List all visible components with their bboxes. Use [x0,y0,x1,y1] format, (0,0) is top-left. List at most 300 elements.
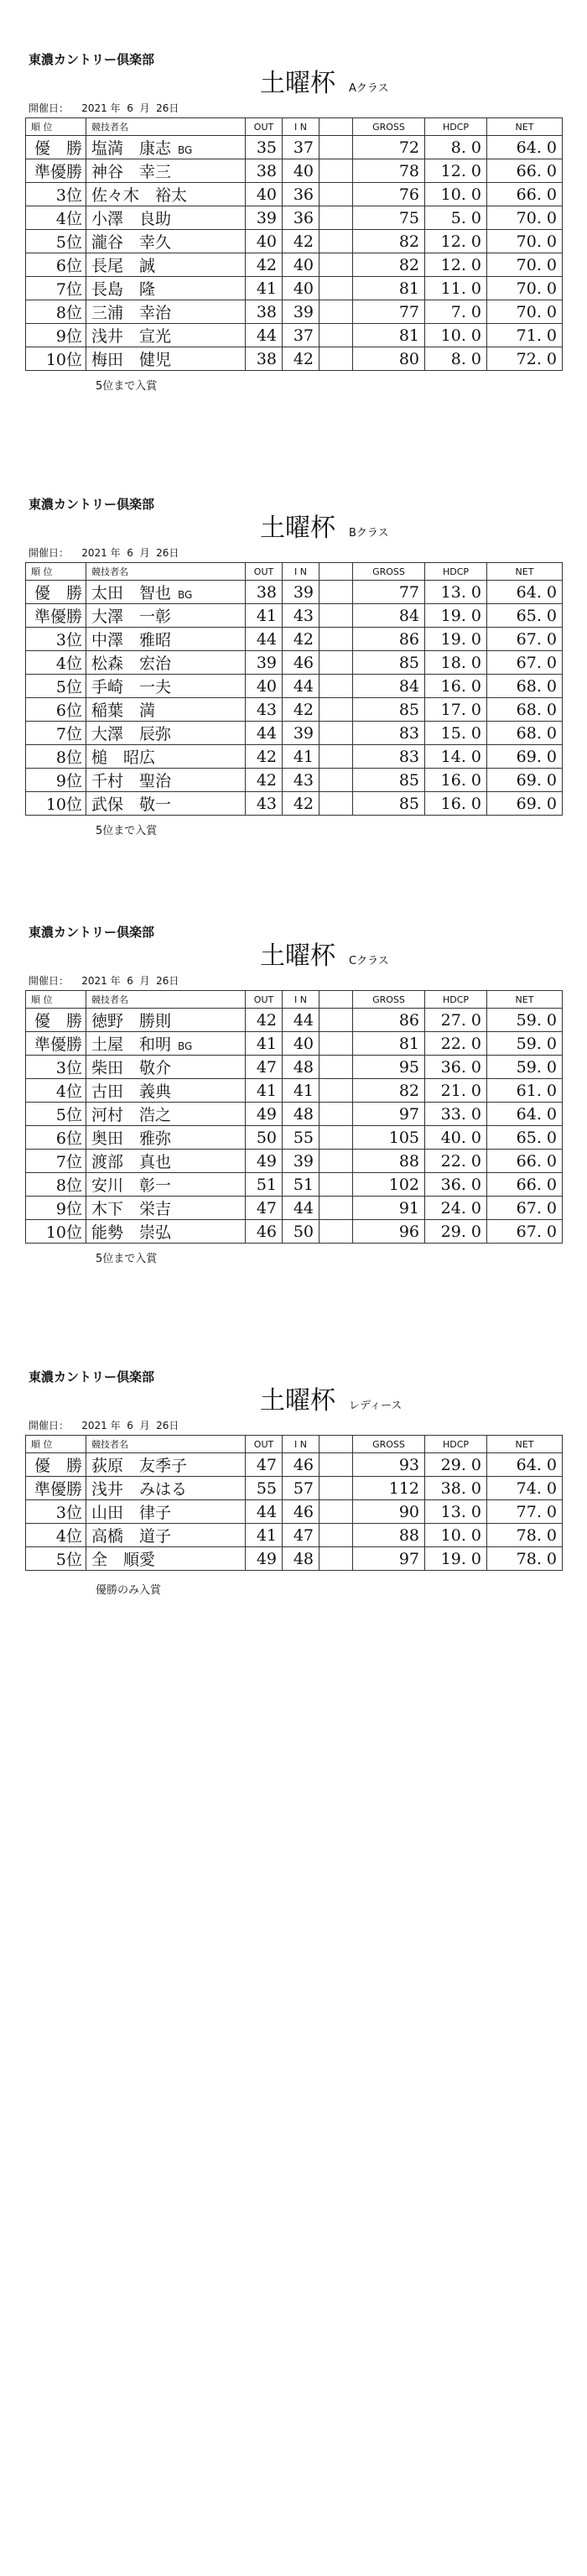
name-cell [86,1524,246,1547]
gross-cell: 102 [353,1173,425,1197]
rank-cell: 優 勝 [26,1009,86,1032]
rank-cell: 6位 [26,698,86,722]
competition-title: 土曜杯 [260,69,335,98]
in-cell: 48 [283,1547,319,1571]
in-cell: 48 [283,1056,319,1079]
table-row [26,1032,563,1056]
rank-header: 順 位 [26,1436,86,1453]
blank-header [319,991,353,1009]
name-cell [86,206,246,230]
player-name: 槌 昭広 [91,748,156,767]
gross-cell: 85 [353,651,425,675]
net-cell: 67. 0 [487,1220,563,1244]
event-date: 開催日： 2021 年 6 月 26日 [29,547,179,559]
out-cell: 39 [246,206,283,230]
in-header: I N [283,118,319,136]
name-cell [86,1103,246,1126]
blank-cell [319,792,353,816]
name-cell [86,324,246,347]
rank-cell: 3位 [26,1500,86,1524]
gross-cell: 105 [353,1126,425,1150]
out-cell: 47 [246,1453,283,1477]
net-cell: 78. 0 [487,1524,563,1547]
net-cell: 66. 0 [487,1173,563,1197]
in-cell: 40 [283,277,319,300]
net-cell: 64. 0 [487,1453,563,1477]
rank-cell: 7位 [26,1150,86,1173]
blank-cell [319,1056,353,1079]
blank-cell [319,1126,353,1150]
out-cell: 42 [246,745,283,769]
table-row [26,1009,563,1032]
table-header-row [26,991,563,1009]
results-table [25,117,563,371]
club-name: 東濃カントリー倶楽部 [29,925,155,940]
title-block [260,507,389,544]
gross-cell: 76 [353,183,425,206]
in-header: I N [283,1436,319,1453]
gross-cell: 112 [353,1477,425,1500]
net-cell: 68. 0 [487,698,563,722]
net-cell: 67. 0 [487,1197,563,1220]
hdcp-cell: 5. 0 [425,206,487,230]
net-cell: 64. 0 [487,581,563,604]
out-cell: 35 [246,136,283,159]
class-label: レディース [349,1400,403,1412]
name-cell [86,722,246,745]
in-cell: 37 [283,324,319,347]
prize-note: 5位まで入賞 [96,1253,158,1265]
out-cell: 41 [246,277,283,300]
rank-cell: 8位 [26,1173,86,1197]
net-cell: 71. 0 [487,324,563,347]
name-header: 競技者名 [86,991,246,1009]
out-cell: 49 [246,1547,283,1571]
blank-cell [319,722,353,745]
title-block [260,1379,402,1416]
in-cell: 41 [283,1079,319,1103]
in-cell: 44 [283,1197,319,1220]
in-cell: 43 [283,769,319,792]
player-name: 能勢 崇弘 [91,1223,172,1242]
gross-cell: 88 [353,1150,425,1173]
in-cell: 47 [283,1524,319,1547]
in-cell: 36 [283,183,319,206]
name-cell [86,1547,246,1571]
hdcp-cell: 13. 0 [425,581,487,604]
blank-cell [319,206,353,230]
blank-cell [319,1547,353,1571]
hdcp-cell: 13. 0 [425,1500,487,1524]
net-cell: 68. 0 [487,675,563,698]
class-label: Bクラス [349,527,389,540]
blank-header [319,1436,353,1453]
rank-cell: 優 勝 [26,136,86,159]
club-name: 東濃カントリー倶楽部 [29,52,155,67]
out-cell: 42 [246,769,283,792]
net-cell: 72. 0 [487,347,563,371]
table-row [26,1453,563,1477]
out-header: OUT [246,1436,283,1453]
net-cell: 70. 0 [487,230,563,253]
net-cell: 70. 0 [487,300,563,324]
name-cell [86,1126,246,1150]
name-cell [86,745,246,769]
in-cell: 41 [283,745,319,769]
blank-cell [319,159,353,183]
blank-cell [319,745,353,769]
out-cell: 41 [246,604,283,628]
table-row [26,1547,563,1571]
blank-cell [319,1220,353,1244]
results-table [25,562,563,816]
out-cell: 43 [246,698,283,722]
name-cell [86,1220,246,1244]
player-name: 太田 智也 [91,584,172,602]
table-row [26,1103,563,1126]
rank-cell: 5位 [26,230,86,253]
title-block [260,62,389,99]
hdcp-cell: 36. 0 [425,1056,487,1079]
hdcp-cell: 19. 0 [425,604,487,628]
class-label: Cクラス [349,955,389,967]
table-row [26,1500,563,1524]
net-header: NET [487,118,563,136]
rank-cell: 6位 [26,1126,86,1150]
gross-cell: 82 [353,230,425,253]
name-cell [86,651,246,675]
table-row [26,300,563,324]
gross-cell: 97 [353,1547,425,1571]
rank-header: 順 位 [26,563,86,581]
out-header: OUT [246,991,283,1009]
player-name: 木下 栄吉 [91,1200,172,1218]
hdcp-cell: 29. 0 [425,1220,487,1244]
hdcp-cell: 33. 0 [425,1103,487,1126]
name-cell [86,675,246,698]
gross-cell: 77 [353,581,425,604]
name-cell [86,792,246,816]
out-cell: 43 [246,792,283,816]
player-name: 武保 敬一 [91,795,172,814]
in-cell: 40 [283,1032,319,1056]
out-cell: 38 [246,159,283,183]
player-name: 梅田 健児 [91,351,172,369]
gross-cell: 95 [353,1056,425,1079]
blank-cell [319,347,353,371]
name-cell [86,1056,246,1079]
prize-note: 5位まで入賞 [96,380,158,393]
blank-cell [319,230,353,253]
rank-header: 順 位 [26,118,86,136]
rank-cell: 3位 [26,628,86,651]
net-cell: 66. 0 [487,159,563,183]
net-cell: 66. 0 [487,183,563,206]
player-name: 全 順愛 [91,1551,156,1569]
net-cell: 64. 0 [487,1103,563,1126]
table-row [26,769,563,792]
out-cell: 44 [246,628,283,651]
rank-cell: 準優勝 [26,1477,86,1500]
rank-cell: 優 勝 [26,581,86,604]
hdcp-cell: 8. 0 [425,136,487,159]
table-row [26,230,563,253]
table-row [26,253,563,277]
results-table [25,1435,563,1571]
competition-title: 土曜杯 [260,1386,335,1416]
hdcp-cell: 38. 0 [425,1477,487,1500]
blank-cell [319,1150,353,1173]
player-name: 三浦 幸治 [91,304,172,322]
event-date: 開催日： 2021 年 6 月 26日 [29,1420,179,1431]
net-header: NET [487,1436,563,1453]
hdcp-cell: 12. 0 [425,159,487,183]
out-cell: 40 [246,183,283,206]
blank-cell [319,277,353,300]
name-cell [86,1477,246,1500]
blank-cell [319,1477,353,1500]
out-cell: 38 [246,347,283,371]
player-name: 土屋 和明 [91,1035,172,1054]
out-cell: 51 [246,1173,283,1197]
out-cell: 38 [246,581,283,604]
out-cell: 47 [246,1056,283,1079]
net-cell: 67. 0 [487,628,563,651]
name-cell [86,1009,246,1032]
rank-cell: 5位 [26,675,86,698]
player-name: 高橋 道子 [91,1527,172,1546]
hdcp-cell: 10. 0 [425,324,487,347]
in-cell: 39 [283,1150,319,1173]
hdcp-cell: 24. 0 [425,1197,487,1220]
rank-cell: 10位 [26,347,86,371]
name-cell [86,159,246,183]
hdcp-header: HDCP [425,1436,487,1453]
player-name: 佐々木 裕太 [91,186,188,205]
table-row [26,1220,563,1244]
gross-header: GROSS [353,991,425,1009]
name-header: 競技者名 [86,118,246,136]
in-cell: 46 [283,651,319,675]
gross-cell: 83 [353,722,425,745]
net-cell: 78. 0 [487,1547,563,1571]
name-cell [86,300,246,324]
hdcp-cell: 27. 0 [425,1009,487,1032]
rank-cell: 10位 [26,1220,86,1244]
rank-cell: 9位 [26,769,86,792]
out-cell: 49 [246,1103,283,1126]
player-name: 古田 義典 [91,1082,172,1101]
blank-cell [319,1197,353,1220]
hdcp-cell: 14. 0 [425,745,487,769]
hdcp-cell: 10. 0 [425,1524,487,1547]
out-cell: 55 [246,1477,283,1500]
player-name: 徳野 勝則 [91,1012,172,1030]
in-cell: 46 [283,1500,319,1524]
competition-title: 土曜杯 [260,514,335,543]
bg-badge: BG [178,144,193,156]
gross-cell: 81 [353,277,425,300]
gross-cell: 96 [353,1220,425,1244]
name-cell [86,698,246,722]
gross-header: GROSS [353,1436,425,1453]
net-cell: 65. 0 [487,1126,563,1150]
blank-header [319,118,353,136]
rank-cell: 準優勝 [26,159,86,183]
gross-cell: 91 [353,1197,425,1220]
in-header: I N [283,563,319,581]
hdcp-cell: 15. 0 [425,722,487,745]
blank-cell [319,651,353,675]
name-cell [86,183,246,206]
blank-cell [319,1032,353,1056]
name-cell [86,277,246,300]
name-cell [86,1197,246,1220]
blank-cell [319,628,353,651]
in-cell: 40 [283,253,319,277]
in-cell: 42 [283,792,319,816]
name-cell [86,253,246,277]
out-cell: 39 [246,651,283,675]
table-row [26,324,563,347]
rank-cell: 9位 [26,1197,86,1220]
gross-cell: 85 [353,769,425,792]
table-row [26,1056,563,1079]
event-date: 開催日： 2021 年 6 月 26日 [29,975,179,987]
prize-note: 5位まで入賞 [96,825,158,837]
table-row [26,604,563,628]
table-row [26,722,563,745]
in-cell: 55 [283,1126,319,1150]
net-cell: 70. 0 [487,206,563,230]
in-cell: 50 [283,1220,319,1244]
rank-cell: 6位 [26,253,86,277]
net-cell: 69. 0 [487,769,563,792]
player-name: 稲葉 満 [91,701,156,720]
event-date: 開催日： 2021 年 6 月 26日 [29,102,179,114]
gross-cell: 90 [353,1500,425,1524]
in-cell: 46 [283,1453,319,1477]
in-cell: 36 [283,206,319,230]
player-name: 小澤 良助 [91,210,172,228]
in-cell: 42 [283,347,319,371]
blank-cell [319,1524,353,1547]
in-cell: 40 [283,159,319,183]
in-cell: 44 [283,675,319,698]
net-cell: 65. 0 [487,604,563,628]
table-row [26,136,563,159]
rank-cell: 4位 [26,206,86,230]
prize-note: 優勝のみ入賞 [96,1584,162,1597]
blank-cell [319,300,353,324]
table-row [26,628,563,651]
club-name: 東濃カントリー倶楽部 [29,1369,155,1384]
player-name: 柴田 敬介 [91,1059,172,1077]
rank-cell: 5位 [26,1547,86,1571]
player-name: 浅井 宣光 [91,327,172,346]
gross-cell: 72 [353,136,425,159]
club-name: 東濃カントリー倶楽部 [29,497,155,512]
rank-cell: 5位 [26,1103,86,1126]
net-cell: 69. 0 [487,792,563,816]
net-cell: 74. 0 [487,1477,563,1500]
blank-cell [319,253,353,277]
hdcp-cell: 8. 0 [425,347,487,371]
rank-cell: 準優勝 [26,1032,86,1056]
table-header-row [26,1436,563,1453]
player-name: 長島 隆 [91,280,156,299]
player-name: 千村 聖治 [91,772,172,790]
out-cell: 50 [246,1126,283,1150]
gross-cell: 93 [353,1453,425,1477]
hdcp-cell: 12. 0 [425,253,487,277]
table-row [26,1197,563,1220]
net-cell: 59. 0 [487,1056,563,1079]
blank-cell [319,136,353,159]
net-cell: 59. 0 [487,1032,563,1056]
class-label: Aクラス [349,82,389,95]
table-row [26,159,563,183]
player-name: 渡部 真也 [91,1153,172,1171]
name-cell [86,1032,246,1056]
gross-header: GROSS [353,563,425,581]
competition-title: 土曜杯 [260,941,335,971]
gross-cell: 81 [353,1032,425,1056]
name-cell [86,1079,246,1103]
table-row [26,206,563,230]
blank-cell [319,675,353,698]
name-cell [86,769,246,792]
name-cell [86,136,246,159]
out-cell: 44 [246,722,283,745]
rank-cell: 3位 [26,183,86,206]
table-row [26,1126,563,1150]
player-name: 奥田 雅弥 [91,1129,172,1148]
out-cell: 44 [246,324,283,347]
rank-cell: 8位 [26,300,86,324]
player-name: 浅井 みはる [91,1480,188,1499]
name-cell [86,347,246,371]
hdcp-cell: 16. 0 [425,792,487,816]
name-header: 競技者名 [86,563,246,581]
in-cell: 39 [283,581,319,604]
gross-cell: 86 [353,628,425,651]
rank-cell: 3位 [26,1056,86,1079]
player-name: 河村 浩之 [91,1106,172,1124]
table-header-row [26,118,563,136]
table-row [26,675,563,698]
in-cell: 44 [283,1009,319,1032]
blank-cell [319,769,353,792]
player-name: 大澤 辰弥 [91,725,172,743]
in-cell: 51 [283,1173,319,1197]
rank-cell: 4位 [26,1524,86,1547]
player-name: 長尾 誠 [91,257,156,275]
results-table [25,990,563,1244]
hdcp-cell: 10. 0 [425,183,487,206]
rank-cell: 9位 [26,324,86,347]
out-cell: 42 [246,1009,283,1032]
player-name: 手崎 一夫 [91,678,172,696]
gross-cell: 86 [353,1009,425,1032]
gross-cell: 85 [353,698,425,722]
table-row [26,651,563,675]
table-row [26,698,563,722]
name-cell [86,604,246,628]
player-name: 大澤 一彰 [91,607,172,626]
blank-cell [319,324,353,347]
table-row [26,581,563,604]
